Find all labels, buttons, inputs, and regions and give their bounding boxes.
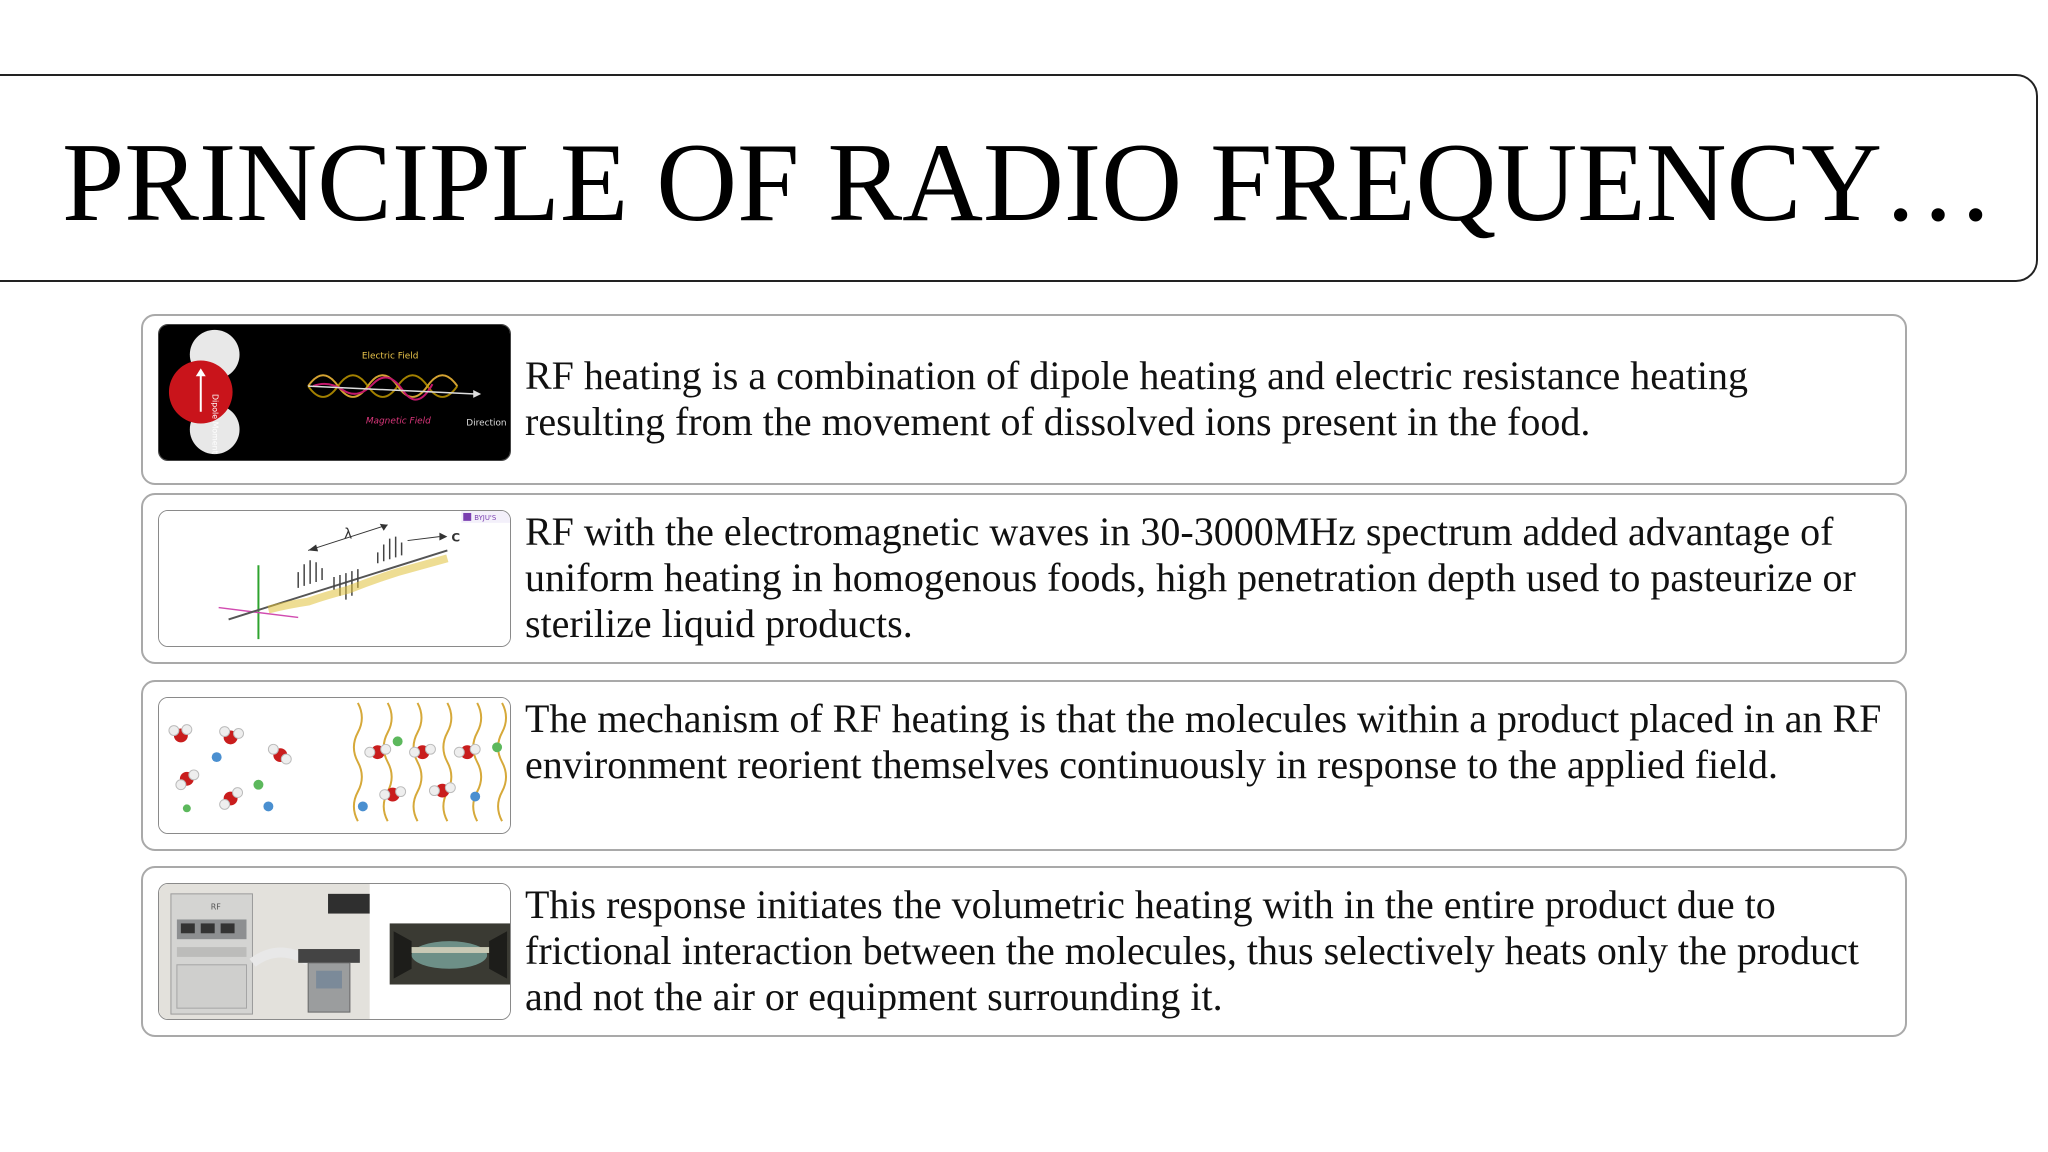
em-wave-svg: [159, 511, 510, 646]
rf-equipment-svg: [159, 884, 510, 1019]
content-row-4: [141, 866, 1907, 1037]
item-text-1: RF heating is a combination of dipole heating and electric resistance heating resulting from the movement of dissolved ions present in the food.: [525, 353, 1748, 444]
item-text-3: The mechanism of RF heating is that the molecules within a product placed in an RF environment reorient themselves continuously in response to the applied field.: [525, 696, 1882, 787]
content-row-1: [141, 314, 1907, 485]
direction-label: Direction: [466, 418, 507, 429]
dipole-label: Dipole Moment: [210, 393, 220, 454]
machine-label: RF: [210, 902, 221, 912]
content-row-3: [141, 680, 1907, 851]
molecules-svg: [159, 698, 510, 833]
dipole-wave-image: [158, 324, 511, 461]
lambda-label: λ: [343, 526, 353, 543]
rf-equipment-image: [158, 883, 511, 1020]
content-row-2: [141, 493, 1907, 664]
electric-field-label: Electric Field: [361, 351, 419, 362]
byjus-label: BYJU'S: [474, 513, 497, 522]
em-wave-image: [158, 510, 511, 647]
item-text-2: RF with the electromagnetic waves in 30-3000MHz spectrum added advantage of uniform heating in homogenous foods, high penetration depth used to pasteurize or sterilize liquid products.: [525, 509, 1856, 646]
slide-title: PRINCIPLE OF RADIO FREQUENCY…: [62, 121, 1995, 245]
magnetic-field-label: Magnetic Field: [365, 416, 431, 427]
dipole-wave-svg: [159, 325, 510, 460]
item-text-4: This response initiates the volumetric heating with in the entire product due to frictional interaction between the molecules, thus selectively heats only the product and not the air or equipment surrounding it.: [525, 882, 1860, 1019]
c-label: C: [451, 530, 461, 545]
molecules-image: [158, 697, 511, 834]
